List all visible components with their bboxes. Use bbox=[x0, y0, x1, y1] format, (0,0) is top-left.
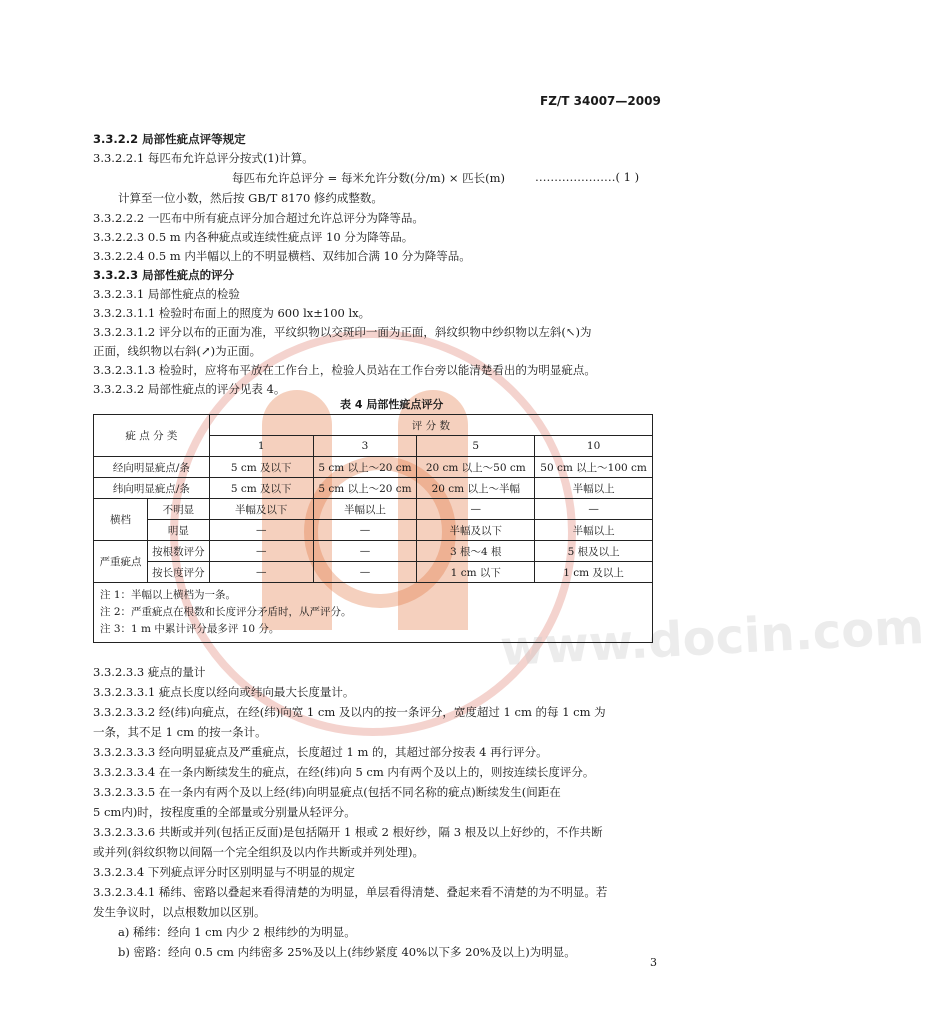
table-cell: — bbox=[209, 520, 313, 541]
paragraph-line: 5 cm内)时，按程度重的全部量或分别量从轻评分。 bbox=[93, 805, 356, 819]
table-cell: 5 cm 以上～20 cm bbox=[313, 478, 417, 499]
table-cell: 1 cm 及以上 bbox=[535, 562, 653, 583]
table-cell: 半幅及以下 bbox=[417, 520, 535, 541]
paragraph-line: 3.3.2.2.3 0.5 m 内各种疵点或连续性疵点评 10 分为降等品。 bbox=[93, 230, 414, 244]
header-cell: 疵 点 分 类 bbox=[94, 415, 210, 457]
paragraph-line: 3.3.2.3.3.3 经向明显疵点及严重疵点，长度超过 1 m 的，其超过部分按表 4 再行评分。 bbox=[93, 745, 548, 759]
table-header-row bbox=[94, 415, 653, 436]
table-cell: — bbox=[209, 562, 313, 583]
table-notes-row bbox=[94, 583, 653, 643]
row-sublabel: 明显 bbox=[147, 520, 209, 541]
table-notes bbox=[94, 583, 653, 643]
formula-number: …………………( 1 ) bbox=[535, 170, 640, 184]
table-note: 注 1：半幅以上横档为一条。 bbox=[100, 589, 237, 601]
formula: 每匹布允许总评分 = 每米允许分数(分/m) × 匹长(m) bbox=[232, 171, 506, 185]
paragraph-line: 3.3.2.3.4.1 稀纬、密路以叠起来看得清楚的为明显，单层看得清楚、叠起来看不清楚的为不明显。若 bbox=[93, 885, 608, 899]
row-sublabel: 按长度评分 bbox=[147, 562, 209, 583]
paragraph-line: 3.3.2.3.3.1 疵点长度以经向或纬向最大长度量计。 bbox=[93, 685, 355, 699]
paragraph-line: 一条，其不足 1 cm 的按一条计。 bbox=[93, 725, 267, 739]
table-cell: — bbox=[417, 499, 535, 520]
table-cell: 1 cm 以下 bbox=[417, 562, 535, 583]
paragraph-line: 或并列(斜纹织物以间隔一个完全组织及以内作共断或并列处理)。 bbox=[93, 845, 424, 859]
paragraph-line: 3.3.2.3.3.4 在一条内断续发生的疵点，在经(纬)向 5 cm 内有两个及以上的，则按连续长度评分。 bbox=[93, 765, 595, 779]
row-label: 经向明显疵点/条 bbox=[94, 457, 210, 478]
paragraph-line: 计算至一位小数，然后按 GB/T 8170 修约成整数。 bbox=[118, 191, 383, 205]
paragraph-line: 3.3.2.2.1 每匹布允许总评分按式(1)计算。 bbox=[93, 151, 314, 165]
row-label: 横档 bbox=[94, 499, 148, 541]
table-row bbox=[94, 478, 653, 499]
table-cell: — bbox=[313, 541, 417, 562]
table-cell: — bbox=[313, 562, 417, 583]
docin-watermark: www.docin.com bbox=[498, 598, 925, 678]
paragraph-line: 3.3.2.3.1.1 检验时布面上的照度为 600 lx±100 lx。 bbox=[93, 306, 371, 320]
table-cell: 20 cm 以上～50 cm bbox=[417, 457, 535, 478]
paragraph-line: 3.3.2.2.4 0.5 m 内半幅以上的不明显横档、双纬加合满 10 分为降等品。 bbox=[93, 249, 471, 263]
table-cell: 5 cm 及以下 bbox=[209, 457, 313, 478]
table-cell: 20 cm 以上～半幅 bbox=[417, 478, 535, 499]
table-cell: 5 cm 及以下 bbox=[209, 478, 313, 499]
paragraph-line: 3.3.2.3.3.6 共断或并列(包括正反面)是包括隔开 1 根或 2 根好纱，隔 3 根及以上好纱的，不作共断 bbox=[93, 825, 603, 839]
table-caption: 表 4 局部性疵点评分 bbox=[340, 398, 444, 411]
table-note: 注 3：1 m 中累计评分最多评 10 分。 bbox=[100, 623, 280, 635]
section-heading: 3.3.2.2 局部性疵点评等规定 bbox=[93, 132, 246, 146]
table-cell: 半幅以上 bbox=[535, 478, 653, 499]
paragraph-line: 发生争议时，以点根数加以区别。 bbox=[93, 905, 266, 919]
list-item: a) 稀纬：经向 1 cm 内少 2 根纬纱的为明显。 bbox=[118, 925, 356, 939]
score-cell: 5 bbox=[417, 436, 535, 457]
paragraph-line: 3.3.2.3.3.5 在一条内有两个及以上经(纬)向明显疵点(包括不同名称的疵点)断续发生(间距在 bbox=[93, 785, 561, 799]
table-cell: 半幅以上 bbox=[535, 520, 653, 541]
table-4-defect-scoring bbox=[93, 414, 653, 643]
section-heading: 3.3.2.3 局部性疵点的评分 bbox=[93, 268, 235, 282]
paragraph-line: 正面，线织物以右斜(↗)为正面。 bbox=[93, 344, 262, 358]
table-cell: — bbox=[535, 499, 653, 520]
standard-code-header: FZ/T 34007—2009 bbox=[540, 94, 661, 108]
list-item: b) 密路：经向 0.5 cm 内纬密多 25%及以上(纬纱紧度 40%以下多 20%及以上)为明显。 bbox=[118, 945, 576, 959]
row-sublabel: 不明显 bbox=[147, 499, 209, 520]
table-cell: — bbox=[313, 520, 417, 541]
row-label: 纬向明显疵点/条 bbox=[94, 478, 210, 499]
paragraph-line: 3.3.2.3.3.2 经(纬)向疵点，在经(纬)向宽 1 cm 及以内的按一条评分，宽度超过 1 cm 的每 1 cm 为 bbox=[93, 705, 606, 719]
table-cell: 50 cm 以上～100 cm bbox=[535, 457, 653, 478]
table-row bbox=[94, 562, 653, 583]
score-cell: 3 bbox=[313, 436, 417, 457]
table-cell: 半幅以上 bbox=[313, 499, 417, 520]
paragraph-line: 3.3.2.3.1.2 评分以布的正面为准，平纹织物以交斑印一面为正面，斜纹织物中纱织物以左斜(↖)为 bbox=[93, 325, 592, 339]
table-cell: 5 根及以上 bbox=[535, 541, 653, 562]
paragraph-line: 3.3.2.2.2 一匹布中所有疵点评分加合超过允许总评分为降等品。 bbox=[93, 211, 424, 225]
row-label: 严重疵点 bbox=[94, 541, 148, 583]
table-cell: — bbox=[209, 541, 313, 562]
score-cell: 10 bbox=[535, 436, 653, 457]
score-cell: 1 bbox=[209, 436, 313, 457]
table-row bbox=[94, 457, 653, 478]
table-cell: 半幅及以下 bbox=[209, 499, 313, 520]
table-row bbox=[94, 499, 653, 520]
page-number: 3 bbox=[650, 956, 657, 969]
paragraph-line: 3.3.2.3.2 局部性疵点的评分见表 4。 bbox=[93, 382, 286, 396]
table-cell: 5 cm 以上～20 cm bbox=[313, 457, 417, 478]
table-row bbox=[94, 541, 653, 562]
paragraph-line: 3.3.2.3.3 疵点的量计 bbox=[93, 665, 206, 679]
table-cell: 3 根～4 根 bbox=[417, 541, 535, 562]
paragraph-line: 3.3.2.3.1 局部性疵点的检验 bbox=[93, 287, 240, 301]
paragraph-line: 3.3.2.3.1.3 检验时，应将布平放在工作台上，检验人员站在工作台旁以能清楚看出的为明显疵点。 bbox=[93, 363, 596, 377]
row-sublabel: 按根数评分 bbox=[147, 541, 209, 562]
table-note: 注 2：严重疵点在根数和长度评分矛盾时，从严评分。 bbox=[100, 606, 352, 618]
header-cell: 评 分 数 bbox=[209, 415, 652, 436]
table-row bbox=[94, 520, 653, 541]
section-heading: 3.3.2.3.4 下列疵点评分时区别明显与不明显的规定 bbox=[93, 865, 355, 879]
